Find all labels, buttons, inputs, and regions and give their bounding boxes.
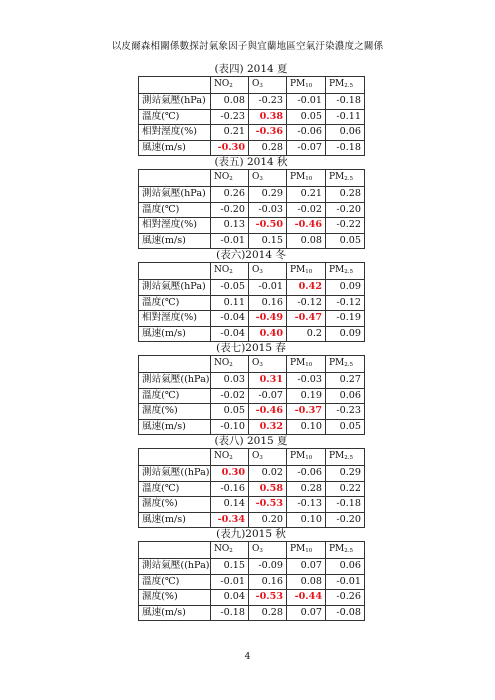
column-header-subscript: 10: [305, 176, 313, 182]
value-cell: 0.22: [326, 481, 365, 497]
column-header: [326, 263, 365, 280]
value-cell: -0.03: [249, 202, 287, 218]
column-header: [211, 77, 249, 94]
value-cell: 0.06: [326, 388, 365, 404]
value-cell: -0.20: [326, 512, 365, 528]
table-row: [139, 388, 365, 404]
value-cell: 0.14: [211, 497, 249, 513]
value-cell: 0.15: [249, 233, 287, 249]
value-cell-significant: 0.32: [249, 419, 287, 435]
value-cell: 0.27: [326, 373, 365, 389]
value-cell: 0.15: [211, 559, 249, 575]
column-header: [249, 356, 287, 373]
table-row: [139, 605, 365, 621]
column-header-subscript: 3: [259, 176, 263, 182]
value-cell: -0.06: [287, 125, 326, 141]
table-row: [139, 373, 365, 389]
column-header-base: PM: [329, 79, 345, 89]
header-row: [139, 263, 365, 280]
row-label: 相對溼度(%): [139, 218, 211, 234]
value-cell: 0.26: [211, 187, 249, 203]
header-row: [139, 170, 365, 187]
value-cell: -0.20: [326, 202, 365, 218]
row-label: 溫度(℃): [139, 388, 211, 404]
value-cell: -0.18: [326, 94, 365, 110]
header-row: [139, 77, 365, 94]
value-cell-significant: -0.53: [249, 590, 287, 606]
row-label: 濕度(%): [139, 497, 211, 513]
value-cell: -0.06: [287, 466, 326, 482]
column-header-base: NO: [214, 172, 230, 182]
value-cell: 0.28: [249, 140, 287, 156]
value-cell: -0.08: [326, 605, 365, 621]
column-header-base: PM: [329, 172, 345, 182]
column-header-base: O: [252, 79, 260, 89]
value-cell: -0.18: [326, 140, 365, 156]
page-number: 4: [244, 652, 251, 662]
row-label: 風速(m/s): [139, 140, 211, 156]
value-cell: 0.05: [326, 419, 365, 435]
value-cell: 0.21: [211, 125, 249, 141]
value-cell: -0.07: [287, 140, 326, 156]
value-cell: -0.12: [326, 295, 365, 311]
table-row: [139, 326, 365, 342]
value-cell: 0.19: [287, 388, 326, 404]
row-label: 風速(m/s): [139, 419, 211, 435]
value-cell-significant: 0.30: [211, 466, 249, 482]
column-header-subscript: 3: [259, 548, 263, 554]
value-cell: 0.16: [249, 295, 287, 311]
column-header: [326, 356, 365, 373]
column-header-subscript: 2: [229, 548, 233, 554]
column-header-base: PM: [290, 265, 306, 275]
value-cell: -0.23: [249, 94, 287, 110]
table-caption: (表九)2015 秋: [216, 528, 286, 540]
row-label: 濕度(%): [139, 590, 211, 606]
column-header-base: NO: [214, 358, 230, 368]
value-cell: 0.28: [326, 187, 365, 203]
column-header: [249, 449, 287, 466]
table-row: [139, 94, 365, 110]
value-cell: -0.23: [326, 404, 365, 420]
value-cell: -0.10: [211, 419, 249, 435]
value-cell-significant: 0.38: [249, 109, 287, 125]
correlation-table: [138, 541, 365, 621]
value-cell: 0.10: [287, 419, 326, 435]
row-label: 測站氣壓(hPa): [139, 187, 211, 203]
value-cell-significant: -0.30: [211, 140, 249, 156]
header-blank-cell: [139, 356, 211, 373]
table-row: [139, 466, 365, 482]
table-row: [139, 512, 365, 528]
row-label: 測站氣壓((hPa): [139, 466, 211, 482]
value-cell: 0.29: [249, 187, 287, 203]
column-header-base: PM: [290, 79, 306, 89]
column-header-subscript: 3: [259, 362, 263, 368]
row-label: 溫度(℃): [139, 202, 211, 218]
value-cell: -0.12: [287, 295, 326, 311]
value-cell-significant: -0.46: [287, 218, 326, 234]
value-cell: -0.18: [326, 497, 365, 513]
value-cell: -0.01: [287, 94, 326, 110]
value-cell: -0.13: [287, 497, 326, 513]
column-header-subscript: 10: [305, 362, 313, 368]
row-label: 測站氣壓((hPa): [139, 373, 211, 389]
table-row: [139, 125, 365, 141]
column-header-subscript: 2: [229, 455, 233, 461]
column-header-subscript: 2.5: [344, 362, 354, 368]
column-header: [249, 170, 287, 187]
column-header-subscript: 10: [305, 548, 313, 554]
value-cell: 0.09: [326, 280, 365, 296]
value-cell-significant: 0.40: [249, 326, 287, 342]
column-header: [287, 356, 326, 373]
column-header-base: NO: [214, 544, 230, 554]
value-cell: 0.16: [249, 574, 287, 590]
table-row: [139, 574, 365, 590]
value-cell: -0.02: [287, 202, 326, 218]
column-header-base: PM: [290, 172, 306, 182]
value-cell: -0.01: [211, 574, 249, 590]
column-header-subscript: 10: [305, 455, 313, 461]
value-cell-significant: -0.46: [249, 404, 287, 420]
value-cell: -0.22: [326, 218, 365, 234]
value-cell: 0.02: [249, 466, 287, 482]
value-cell-significant: -0.50: [249, 218, 287, 234]
column-header: [249, 542, 287, 559]
value-cell: -0.18: [211, 605, 249, 621]
table-block: [138, 248, 364, 342]
row-label: 相對溼度(%): [139, 311, 211, 327]
correlation-table: [138, 262, 365, 342]
table-row: [139, 109, 365, 125]
value-cell: 0.06: [326, 125, 365, 141]
table-block: [138, 341, 364, 435]
column-header-base: O: [252, 544, 260, 554]
column-header-base: PM: [329, 358, 345, 368]
column-header: [287, 263, 326, 280]
row-label: 風速(m/s): [139, 233, 211, 249]
column-header: [326, 170, 365, 187]
value-cell: 0.08: [211, 94, 249, 110]
table-caption: (表四) 2014 夏: [214, 63, 288, 75]
column-header-base: PM: [329, 451, 345, 461]
table-row: [139, 202, 365, 218]
value-cell: -0.03: [287, 373, 326, 389]
page-header: 以皮爾森相關係數探討氣象因子與宜蘭地區空氣汙染濃度之關係: [111, 41, 384, 52]
column-header-base: PM: [290, 358, 306, 368]
column-header: [287, 542, 326, 559]
row-label: 溫度(℃): [139, 574, 211, 590]
table-caption: (表五) 2014 秋: [214, 156, 288, 168]
column-header-base: PM: [290, 451, 306, 461]
table-row: [139, 233, 365, 249]
column-header-base: O: [252, 265, 260, 275]
column-header: [287, 170, 326, 187]
value-cell: -0.04: [211, 311, 249, 327]
column-header-subscript: 2.5: [344, 548, 354, 554]
row-label: 濕度(%): [139, 404, 211, 420]
column-header: [326, 449, 365, 466]
column-header-base: O: [252, 358, 260, 368]
column-header-subscript: 2: [229, 269, 233, 275]
value-cell: -0.05: [211, 280, 249, 296]
header-row: [139, 356, 365, 373]
value-cell: -0.23: [211, 109, 249, 125]
row-label: 測站氣壓((hPa): [139, 559, 211, 575]
value-cell: 0.09: [326, 326, 365, 342]
table-row: [139, 280, 365, 296]
column-header-base: O: [252, 451, 260, 461]
column-header-base: PM: [329, 544, 345, 554]
row-label: 溫度(℃): [139, 295, 211, 311]
column-header-subscript: 2.5: [344, 83, 354, 89]
row-label: 測站氣壓(hPa): [139, 94, 211, 110]
value-cell-significant: -0.53: [249, 497, 287, 513]
table-block: [138, 527, 364, 621]
row-label: 風速(m/s): [139, 326, 211, 342]
table-block: [138, 62, 364, 156]
value-cell-significant: -0.47: [287, 311, 326, 327]
value-cell: -0.19: [326, 311, 365, 327]
column-header: [326, 542, 365, 559]
header-blank-cell: [139, 263, 211, 280]
value-cell: 0.05: [211, 404, 249, 420]
value-cell-significant: -0.37: [287, 404, 326, 420]
header-row: [139, 542, 365, 559]
value-cell: -0.07: [249, 388, 287, 404]
value-cell-significant: 0.31: [249, 373, 287, 389]
table-row: [139, 295, 365, 311]
value-cell: 0.21: [287, 187, 326, 203]
table-row: [139, 497, 365, 513]
table-row: [139, 218, 365, 234]
value-cell: -0.04: [211, 326, 249, 342]
value-cell: 0.05: [326, 233, 365, 249]
header-blank-cell: [139, 542, 211, 559]
value-cell: 0.04: [211, 590, 249, 606]
column-header-subscript: 2: [229, 176, 233, 182]
table-block: [138, 434, 364, 528]
column-header-base: PM: [290, 544, 306, 554]
correlation-table: [138, 448, 365, 528]
table-block: [138, 155, 364, 249]
value-cell: 0.06: [326, 559, 365, 575]
value-cell: 0.07: [287, 605, 326, 621]
value-cell-significant: -0.34: [211, 512, 249, 528]
column-header: [211, 356, 249, 373]
value-cell: -0.11: [326, 109, 365, 125]
value-cell: -0.09: [249, 559, 287, 575]
correlation-table: [138, 76, 365, 156]
column-header-base: NO: [214, 451, 230, 461]
column-header-subscript: 10: [305, 83, 313, 89]
value-cell: 0.11: [211, 295, 249, 311]
column-header-subscript: 2: [229, 83, 233, 89]
correlation-table: [138, 169, 365, 249]
column-header: [211, 170, 249, 187]
column-header-base: O: [252, 172, 260, 182]
value-cell: 0.08: [287, 233, 326, 249]
column-header-subscript: 3: [259, 269, 263, 275]
value-cell: -0.01: [326, 574, 365, 590]
column-header-subscript: 3: [259, 83, 263, 89]
value-cell: 0.29: [326, 466, 365, 482]
column-header: [211, 449, 249, 466]
value-cell: 0.07: [287, 559, 326, 575]
table-row: [139, 481, 365, 497]
table-caption: (表八) 2015 夏: [214, 435, 288, 447]
value-cell: -0.26: [326, 590, 365, 606]
table-row: [139, 187, 365, 203]
table-row: [139, 404, 365, 420]
column-header: [211, 263, 249, 280]
column-header-subscript: 10: [305, 269, 313, 275]
header-blank-cell: [139, 77, 211, 94]
value-cell: -0.02: [211, 388, 249, 404]
header-blank-cell: [139, 170, 211, 187]
header-blank-cell: [139, 449, 211, 466]
value-cell: 0.2: [287, 326, 326, 342]
value-cell: 0.13: [211, 218, 249, 234]
column-header: [249, 77, 287, 94]
table-row: [139, 140, 365, 156]
value-cell: 0.20: [249, 512, 287, 528]
row-label: 溫度(℃): [139, 481, 211, 497]
column-header-base: NO: [214, 265, 230, 275]
row-label: 風速(m/s): [139, 512, 211, 528]
column-header: [249, 263, 287, 280]
value-cell-significant: -0.49: [249, 311, 287, 327]
column-header: [287, 449, 326, 466]
value-cell: 0.05: [287, 109, 326, 125]
value-cell: 0.28: [287, 481, 326, 497]
value-cell: -0.01: [249, 280, 287, 296]
column-header: [211, 542, 249, 559]
column-header-subscript: 2: [229, 362, 233, 368]
row-label: 相對溼度(%): [139, 125, 211, 141]
table-row: [139, 559, 365, 575]
column-header-base: PM: [329, 265, 345, 275]
value-cell: 0.03: [211, 373, 249, 389]
table-row: [139, 590, 365, 606]
column-header: [287, 77, 326, 94]
column-header-base: NO: [214, 79, 230, 89]
column-header-subscript: 3: [259, 455, 263, 461]
value-cell: 0.10: [287, 512, 326, 528]
row-label: 風速(m/s): [139, 605, 211, 621]
table-row: [139, 419, 365, 435]
value-cell-significant: 0.58: [249, 481, 287, 497]
row-label: 溫度(℃): [139, 109, 211, 125]
value-cell: 0.08: [287, 574, 326, 590]
table-caption: (表七)2015 春: [216, 342, 286, 354]
row-label: 測站氣壓(hPa): [139, 280, 211, 296]
column-header-subscript: 2.5: [344, 176, 354, 182]
column-header-subscript: 2.5: [344, 269, 354, 275]
column-header: [326, 77, 365, 94]
value-cell: 0.28: [249, 605, 287, 621]
value-cell-significant: -0.44: [287, 590, 326, 606]
table-caption: (表六)2014 冬: [216, 249, 286, 261]
correlation-table: [138, 355, 365, 435]
value-cell-significant: 0.42: [287, 280, 326, 296]
table-row: [139, 311, 365, 327]
column-header-subscript: 2.5: [344, 455, 354, 461]
value-cell-significant: -0.36: [249, 125, 287, 141]
value-cell: -0.20: [211, 202, 249, 218]
header-row: [139, 449, 365, 466]
value-cell: -0.01: [211, 233, 249, 249]
value-cell: -0.16: [211, 481, 249, 497]
